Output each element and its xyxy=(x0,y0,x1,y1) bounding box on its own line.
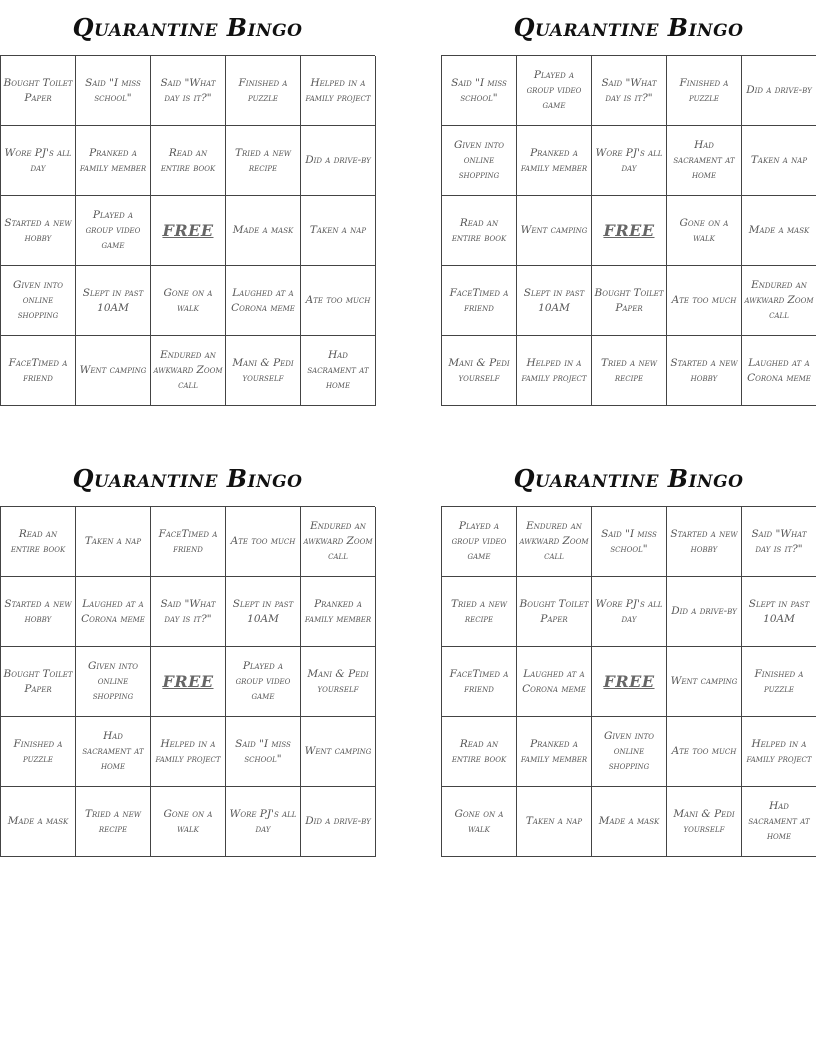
bingo-cell: Helped in a family project xyxy=(742,717,816,787)
free-space: FREE xyxy=(592,647,667,717)
bingo-cell: Read an entire book xyxy=(442,717,517,787)
bingo-cell: Mani & Pedi yourself xyxy=(442,336,517,406)
bingo-cell: Taken a nap xyxy=(76,507,151,577)
bingo-cell: Went camping xyxy=(517,196,592,266)
bingo-cell: Ate too much xyxy=(667,717,742,787)
bingo-cell: Said "I miss school" xyxy=(76,56,151,126)
bingo-cell: Had sacrament at home xyxy=(76,717,151,787)
bingo-cell: Given into online shopping xyxy=(1,266,76,336)
bingo-cell: Bought Toilet Paper xyxy=(1,56,76,126)
bingo-cell: Laughed at a Corona meme xyxy=(517,647,592,717)
free-space: FREE xyxy=(151,647,226,717)
bingo-cell: FaceTimed a friend xyxy=(442,647,517,717)
bingo-cell: Laughed at a Corona meme xyxy=(742,336,816,406)
bingo-cell: Gone on a walk xyxy=(151,266,226,336)
bingo-cell: Given into online shopping xyxy=(442,126,517,196)
bingo-cell: Bought Toilet Paper xyxy=(592,266,667,336)
bingo-cell: Endured an awkward Zoom call xyxy=(517,507,592,577)
bingo-cell: Read an entire book xyxy=(1,507,76,577)
bingo-cell: Tried a new recipe xyxy=(592,336,667,406)
card-title: Quarantine Bingo xyxy=(513,464,744,493)
bingo-cell: Bought Toilet Paper xyxy=(517,577,592,647)
bingo-cell: Said "What day is it?" xyxy=(742,507,816,577)
bingo-cell: Mani & Pedi yourself xyxy=(301,647,376,717)
bingo-cell: Did a drive-by xyxy=(742,56,816,126)
bingo-cell: Said "What day is it?" xyxy=(151,577,226,647)
bingo-cell: Made a mask xyxy=(742,196,816,266)
bingo-cell: Taken a nap xyxy=(517,787,592,857)
bingo-grid xyxy=(0,506,375,857)
bingo-cell: Played a group video game xyxy=(76,196,151,266)
bingo-cell: Mani & Pedi yourself xyxy=(667,787,742,857)
bingo-cell: Slept in past 10AM xyxy=(226,577,301,647)
bingo-cell: Did a drive-by xyxy=(301,787,376,857)
bingo-cell: Tried a new recipe xyxy=(226,126,301,196)
card-title: Quarantine Bingo xyxy=(72,464,303,493)
bingo-cell: Wore PJ's all day xyxy=(592,126,667,196)
free-space: FREE xyxy=(592,196,667,266)
bingo-cell: Tried a new recipe xyxy=(442,577,517,647)
bingo-cell: Finished a puzzle xyxy=(742,647,816,717)
card-title: Quarantine Bingo xyxy=(513,13,744,42)
bingo-cell: Laughed at a Corona meme xyxy=(226,266,301,336)
bingo-cell: Taken a nap xyxy=(301,196,376,266)
bingo-cell: Ate too much xyxy=(226,507,301,577)
bingo-cell: Had sacrament at home xyxy=(301,336,376,406)
bingo-cell: Slept in past 10AM xyxy=(742,577,816,647)
bingo-cell: Pranked a family member xyxy=(301,577,376,647)
bingo-cell: Went camping xyxy=(301,717,376,787)
bingo-cell: FaceTimed a friend xyxy=(1,336,76,406)
bingo-cell: Mani & Pedi yourself xyxy=(226,336,301,406)
bingo-cell: Given into online shopping xyxy=(592,717,667,787)
bingo-grid xyxy=(441,55,816,406)
bingo-card-4 xyxy=(441,451,816,857)
bingo-cell: Gone on a walk xyxy=(151,787,226,857)
bingo-cell: Endured an awkward Zoom call xyxy=(301,507,376,577)
bingo-cell: Said "I miss school" xyxy=(226,717,301,787)
bingo-cell: Did a drive-by xyxy=(301,126,376,196)
bingo-cell: Slept in past 10AM xyxy=(517,266,592,336)
bingo-cell: Said "What day is it?" xyxy=(592,56,667,126)
bingo-cell: Endured an awkward Zoom call xyxy=(151,336,226,406)
bingo-cell: Started a new hobby xyxy=(1,196,76,266)
bingo-cell: Said "What day is it?" xyxy=(151,56,226,126)
bingo-cell: Made a mask xyxy=(1,787,76,857)
bingo-cell: Given into online shopping xyxy=(76,647,151,717)
bingo-cell: Finished a puzzle xyxy=(667,56,742,126)
bingo-cell: Played a group video game xyxy=(442,507,517,577)
bingo-grid xyxy=(0,55,375,406)
bingo-cell: Helped in a family project xyxy=(301,56,376,126)
bingo-cell: Had sacrament at home xyxy=(742,787,816,857)
bingo-cell: Laughed at a Corona meme xyxy=(76,577,151,647)
bingo-cell: Ate too much xyxy=(301,266,376,336)
bingo-card-2 xyxy=(441,0,816,406)
bingo-cell: FaceTimed a friend xyxy=(151,507,226,577)
bingo-cell: Said "I miss school" xyxy=(442,56,517,126)
bingo-cell: Had sacrament at home xyxy=(667,126,742,196)
bingo-grid xyxy=(441,506,816,857)
bingo-cell: Played a group video game xyxy=(517,56,592,126)
bingo-cell: Started a new hobby xyxy=(667,336,742,406)
bingo-cell: Made a mask xyxy=(592,787,667,857)
bingo-cell: Went camping xyxy=(667,647,742,717)
card-title: Quarantine Bingo xyxy=(72,13,303,42)
bingo-cell: Pranked a family member xyxy=(517,717,592,787)
bingo-cell: Endured an awkward Zoom call xyxy=(742,266,816,336)
bingo-cell: Pranked a family member xyxy=(517,126,592,196)
bingo-cell: Wore PJ's all day xyxy=(1,126,76,196)
bingo-cell: Pranked a family member xyxy=(76,126,151,196)
bingo-cell: FaceTimed a friend xyxy=(442,266,517,336)
bingo-cell: Finished a puzzle xyxy=(226,56,301,126)
bingo-cell: Read an entire book xyxy=(442,196,517,266)
bingo-cell: Started a new hobby xyxy=(667,507,742,577)
bingo-cell: Tried a new recipe xyxy=(76,787,151,857)
bingo-cell: Slept in past 10AM xyxy=(76,266,151,336)
bingo-cell: Helped in a family project xyxy=(517,336,592,406)
bingo-cell: Wore PJ's all day xyxy=(226,787,301,857)
bingo-cell: Taken a nap xyxy=(742,126,816,196)
bingo-cell: Said "I miss school" xyxy=(592,507,667,577)
bingo-cell: Bought Toilet Paper xyxy=(1,647,76,717)
bingo-cell: Finished a puzzle xyxy=(1,717,76,787)
bingo-cell: Helped in a family project xyxy=(151,717,226,787)
bingo-cell: Started a new hobby xyxy=(1,577,76,647)
bingo-cell: Gone on a walk xyxy=(667,196,742,266)
bingo-cell: Played a group video game xyxy=(226,647,301,717)
free-space: FREE xyxy=(151,196,226,266)
bingo-cell: Read an entire book xyxy=(151,126,226,196)
bingo-card-3 xyxy=(0,451,375,857)
bingo-cell: Made a mask xyxy=(226,196,301,266)
bingo-cell: Wore PJ's all day xyxy=(592,577,667,647)
bingo-card-1 xyxy=(0,0,375,406)
bingo-cell: Went camping xyxy=(76,336,151,406)
bingo-cell: Did a drive-by xyxy=(667,577,742,647)
bingo-cell: Ate too much xyxy=(667,266,742,336)
bingo-cell: Gone on a walk xyxy=(442,787,517,857)
